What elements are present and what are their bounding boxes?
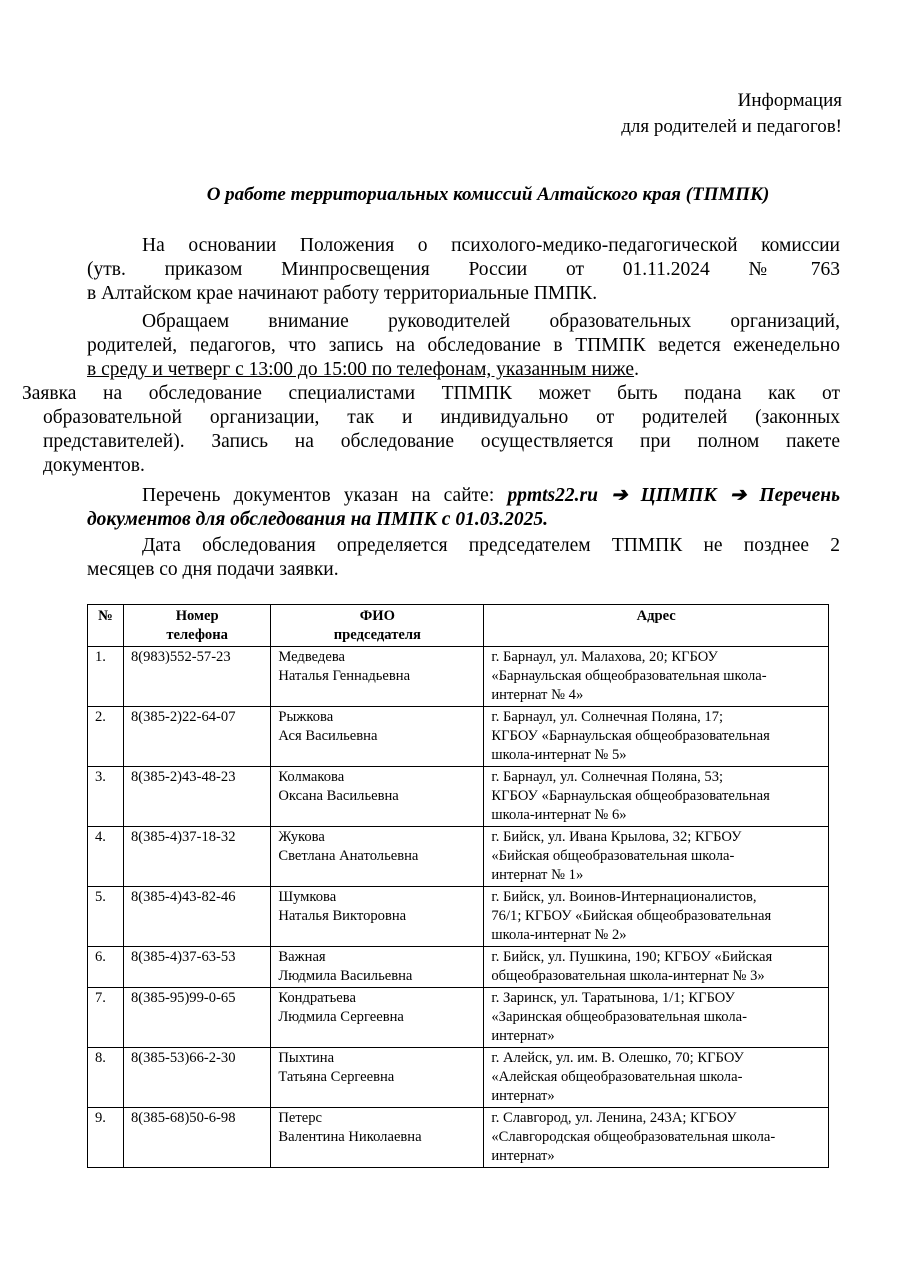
paragraph-4 (87, 484, 840, 532)
address-line: «Барнаульская общеобразовательная школа- (491, 668, 767, 684)
address-line: г. Заринск, ул. Таратынова, 1/1; КГБОУ (491, 990, 735, 1006)
table-row (88, 827, 829, 887)
address-line: г. Бийск, ул. Пушкина, 190; КГБОУ «Бийская (491, 949, 773, 965)
row-chair (271, 947, 484, 988)
row-number: 5. (88, 887, 124, 947)
row-number: 8. (88, 1048, 124, 1108)
paragraph-4-line-2: документов для обследования на ПМПК с 01.03.2025. (87, 509, 548, 530)
address-line: общеобразовательная школа-интернат № 3» (491, 968, 765, 984)
row-phone: 8(385-4)43-82-46 (123, 887, 270, 947)
address-line: г. Алейск, ул. им. В. Олешко, 70; КГБОУ (491, 1050, 744, 1066)
table-row (88, 767, 829, 827)
address-line: КГБОУ «Барнаульская общеобразовательная (491, 788, 770, 804)
address-line: г. Барнаул, ул. Солнечная Поляна, 17; (491, 709, 724, 725)
row-chair (271, 988, 484, 1048)
address-line: г. Бийск, ул. Ивана Крылова, 32; КГБОУ (491, 829, 742, 845)
row-phone: 8(385-95)99-0-65 (123, 988, 270, 1048)
row-chair (271, 707, 484, 767)
row-number: 3. (88, 767, 124, 827)
address-line: школа-интернат № 2» (491, 927, 627, 943)
row-phone: 8(385-4)37-63-53 (123, 947, 270, 988)
row-address (484, 1108, 829, 1168)
chair-name: Валентина Николаевна (278, 1129, 422, 1145)
row-address (484, 947, 829, 988)
header-address: Адрес (484, 605, 829, 647)
chair-name: Оксана Васильевна (278, 788, 399, 804)
row-chair (271, 1108, 484, 1168)
chair-name: Светлана Анатольевна (278, 848, 419, 864)
chair-surname: Пыхтина (278, 1050, 335, 1066)
row-phone: 8(385-2)22-64-07 (123, 707, 270, 767)
table-row (88, 707, 829, 767)
row-address (484, 707, 829, 767)
table-row (88, 1048, 829, 1108)
address-line: интернат № 4» (491, 687, 584, 703)
paragraph-1-line-2: (утв. приказом Минпросвещения России от 01.11.2024 № 763 (87, 259, 840, 280)
paragraph-3-line-2: образовательной организации, так и индивидуально от родителей (законных (43, 407, 840, 428)
paragraph-2-line-1: Обращаем внимание руководителей образовательных организаций, (142, 311, 840, 332)
row-address (484, 767, 829, 827)
row-chair (271, 647, 484, 707)
header-line-1: Информация (737, 90, 842, 111)
chair-name: Татьяна Сергеевна (278, 1069, 395, 1085)
row-address (484, 1048, 829, 1108)
paragraph-2 (87, 310, 840, 382)
schedule-underlined: в среду и четверг с 13:00 до 15:00 по телефонам, указанным ниже (87, 359, 635, 380)
paragraph-2-line-2: родителей, педагогов, что запись на обследование в ТПМПК ведется еженедельно (87, 335, 840, 356)
paragraph-5-line-1: Дата обследования определяется председателем ТПМПК не позднее 2 (142, 535, 840, 556)
paragraph-3-line-1: Заявка на обследование специалистами ТПМПК может быть подана как от (22, 383, 840, 404)
chair-surname: Жукова (278, 829, 325, 845)
table-row (88, 947, 829, 988)
address-line: интернат № 1» (491, 867, 584, 883)
row-address (484, 647, 829, 707)
paragraph-1-line-1: На основании Положения о психолого-медико-педагогической комиссии (142, 235, 840, 256)
row-chair (271, 887, 484, 947)
paragraph-3 (22, 382, 840, 478)
row-address (484, 988, 829, 1048)
row-phone: 8(983)552-57-23 (123, 647, 270, 707)
address-line: школа-интернат № 5» (491, 747, 627, 763)
address-line: г. Бийск, ул. Воинов-Интернационалистов, (491, 889, 757, 905)
table-row (88, 887, 829, 947)
row-number: 9. (88, 1108, 124, 1168)
chair-name: Наталья Викторовна (278, 908, 407, 924)
address-line: интернат» (491, 1088, 555, 1104)
paragraph-2-line-3: в среду и четверг с 13:00 до 15:00 по телефонам, указанным ниже. (87, 359, 639, 380)
row-chair (271, 767, 484, 827)
address-line: г. Барнаул, ул. Малахова, 20; КГБОУ (491, 649, 718, 665)
address-line: г. Славгород, ул. Ленина, 243А; КГБОУ (491, 1110, 737, 1126)
row-number: 4. (88, 827, 124, 887)
chair-surname: Кондратьева (278, 990, 356, 1006)
address-line: интернат» (491, 1028, 555, 1044)
address-line: школа-интернат № 6» (491, 807, 627, 823)
chair-surname: Важная (278, 949, 326, 965)
header-chair: ФИО председателя (271, 605, 484, 647)
row-phone: 8(385-4)37-18-32 (123, 827, 270, 887)
row-number: 1. (88, 647, 124, 707)
row-address (484, 827, 829, 887)
header-num: № (88, 605, 124, 647)
row-number: 6. (88, 947, 124, 988)
paragraph-5 (87, 534, 840, 582)
table-row (88, 647, 829, 707)
commissions-table (87, 604, 829, 1168)
row-address (484, 887, 829, 947)
row-number: 2. (88, 707, 124, 767)
row-phone: 8(385-2)43-48-23 (123, 767, 270, 827)
chair-surname: Медведева (278, 649, 346, 665)
address-line: «Славгородская общеобразовательная школа- (491, 1129, 776, 1145)
chair-name: Наталья Геннадьевна (278, 668, 411, 684)
address-line: КГБОУ «Барнаульская общеобразовательная (491, 728, 770, 744)
document-title: О работе территориальных комиссий Алтайского края (ТПМПК) (206, 184, 770, 205)
paragraph-3-line-4: документов. (43, 455, 145, 476)
header-phone: Номер телефона (123, 605, 270, 647)
row-chair (271, 827, 484, 887)
row-number: 7. (88, 988, 124, 1048)
table-row (88, 988, 829, 1048)
paragraph-4-line-1: Перечень документов указан на сайте: ppmts22.ru ➔ ЦПМПК ➔ Перечень (142, 485, 841, 506)
paragraph-1-line-3: в Алтайском крае начинают работу территориальные ПМПК. (87, 283, 598, 304)
address-line: г. Барнаул, ул. Солнечная Поляна, 53; (491, 769, 724, 785)
paragraph-3-line-3: представителей). Запись на обследование осуществляется при полном пакете (43, 431, 840, 452)
chair-surname: Колмакова (278, 769, 345, 785)
row-phone: 8(385-68)50-6-98 (123, 1108, 270, 1168)
row-chair (271, 1048, 484, 1108)
chair-surname: Шумкова (278, 889, 337, 905)
table-header-row (88, 605, 829, 647)
paragraph-5-line-2: месяцев со дня подачи заявки. (87, 559, 339, 580)
address-line: 76/1; КГБОУ «Бийская общеобразовательная (491, 908, 772, 924)
chair-name: Ася Васильевна (278, 728, 378, 744)
address-line: интернат» (491, 1148, 555, 1164)
table-row (88, 1108, 829, 1168)
address-line: «Бийская общеобразовательная школа- (491, 848, 735, 864)
header-block (621, 88, 842, 140)
address-line: «Алейская общеобразовательная школа- (491, 1069, 743, 1085)
row-phone: 8(385-53)66-2-30 (123, 1048, 270, 1108)
paragraph-1 (87, 234, 840, 306)
header-line-2: для родителей и педагогов! (621, 116, 842, 137)
address-line: «Заринская общеобразовательная школа- (491, 1009, 748, 1025)
chair-surname: Рыжкова (278, 709, 334, 725)
chair-surname: Петерс (278, 1110, 322, 1126)
chair-name: Людмила Сергеевна (278, 1009, 404, 1025)
website-path: ppmts22.ru ➔ ЦПМПК ➔ Перечень (507, 485, 841, 506)
chair-name: Людмила Васильевна (278, 968, 413, 984)
